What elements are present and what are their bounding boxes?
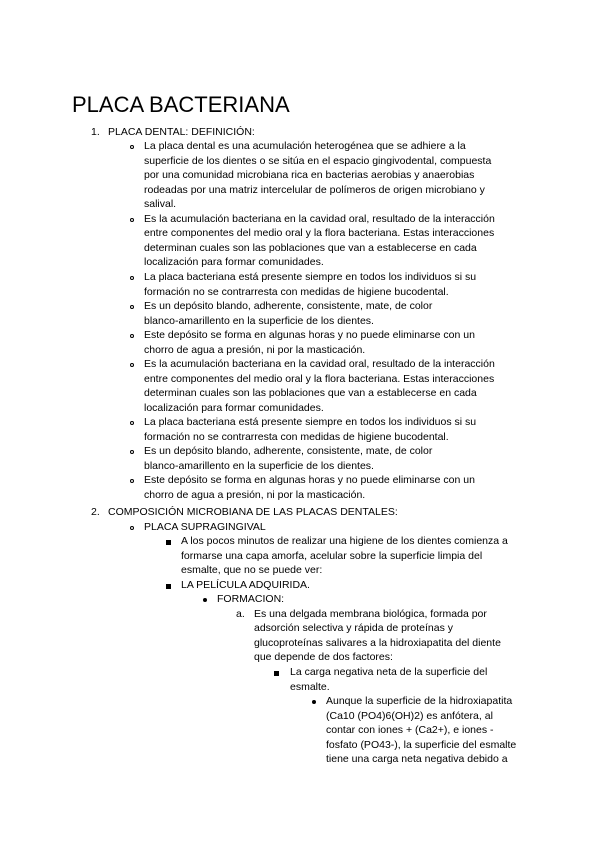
page-title: PLACA BACTERIANA <box>72 92 290 117</box>
bullet-circle-icon <box>130 218 134 222</box>
detail-line: fosfato (PO43-), la superficie del esmalte <box>326 739 517 751</box>
bullet-circle-icon <box>130 421 134 425</box>
bullet-1-line: por una comunidad microbiana rica en bacterias aerobias y anaerobias <box>144 169 475 181</box>
bullet-6-line: localización para formar comunidades. <box>144 402 324 414</box>
formacion-a-line: glucoproteínas salivares a la hidroxiapatita del diente <box>254 637 501 649</box>
bullet-1-line: La placa dental es una acumulación heterogénea que se adhiere a la <box>144 140 466 152</box>
supragingival-heading: PLACA SUPRAGINGIVAL <box>144 521 266 533</box>
bullet-circle-icon <box>130 305 134 309</box>
section-1-heading: PLACA DENTAL: DEFINICIÓN: <box>108 126 255 138</box>
bullet-circle-icon <box>130 526 134 530</box>
bullet-square-icon <box>274 671 279 676</box>
bullet-circle-icon <box>130 145 134 149</box>
bullet-square-icon <box>166 584 171 589</box>
bullet-3-line: formación no se contrarresta con medidas de higiene bucodental. <box>144 286 449 298</box>
supragingival-item-line: A los pocos minutos de realizar una higiene de los dientes comienza a <box>181 535 508 547</box>
bullet-1-line: salival. <box>144 198 177 210</box>
pelicula-heading: LA PELÍCULA ADQUIRIDA. <box>181 579 310 591</box>
bullet-6-line: determinan cuales son las poblaciones que van a establecerse en cada <box>144 387 477 399</box>
bullet-circle-icon <box>130 479 134 483</box>
formacion-heading: FORMACION: <box>217 593 285 605</box>
detail-line: Aunque la superficie de la hidroxiapatita <box>326 695 513 707</box>
bullet-8-line: Es un depósito blando, adherente, consistente, mate, de color <box>144 445 433 457</box>
bullet-2-line: Es la acumulación bacteriana en la cavidad oral, resultado de la interacción <box>144 213 495 225</box>
bullet-dot-icon <box>203 598 207 602</box>
bullet-9-line: Este depósito se forma en algunas horas y no puede eliminarse con un <box>144 474 475 486</box>
bullet-2-line: determinan cuales son las poblaciones que van a establecerse en cada <box>144 242 477 254</box>
bullet-8-line: blanco-amarillento en la superficie de los dientes. <box>144 460 374 472</box>
bullet-1-line: rodeadas por una matriz intercelular de polímeros de origen microbiano y <box>144 184 485 196</box>
section-2-heading: COMPOSICIÓN MICROBIANA DE LAS PLACAS DENTALES: <box>108 506 398 518</box>
detail-line: contar con iones + (Ca2+), e iones - <box>326 724 494 736</box>
formacion-a-line: adsorción selectiva y rápida de proteínas y <box>254 622 454 634</box>
bullet-circle-icon <box>130 450 134 454</box>
bullet-3-line: La placa bacteriana está presente siempre en todos los individuos si su <box>144 271 477 283</box>
bullet-7-line: La placa bacteriana está presente siempre en todos los individuos si su <box>144 416 477 428</box>
list-marker-a: a. <box>236 608 245 620</box>
detail-line: tiene una carga neta negativa debido a <box>326 753 508 765</box>
bullet-circle-icon <box>130 276 134 280</box>
formacion-a-line: Es una delgada membrana biológica, formada por <box>254 608 487 620</box>
bullet-6-line: Es la acumulación bacteriana en la cavidad oral, resultado de la interacción <box>144 358 495 370</box>
bullet-7-line: formación no se contrarresta con medidas de higiene bucodental. <box>144 431 449 443</box>
detail-line: (Ca10 (PO4)6(OH)2) es anfótera, al <box>326 710 493 722</box>
bullet-2-line: entre componentes del medio oral y la flora bacteriana. Estas interacciones <box>144 227 495 239</box>
bullet-5-line: chorro de agua a presión, ni por la masticación. <box>144 344 366 356</box>
formacion-a-line: que depende de dos factores: <box>254 651 393 663</box>
bullet-1-line: superficie de los dientes o se sitúa en el espacio gingivodental, compuesta <box>144 155 492 167</box>
section-2-number: 2. <box>91 506 100 518</box>
bullet-9-line: chorro de agua a presión, ni por la masticación. <box>144 489 366 501</box>
supragingival-item-line: formarse una capa amorfa, acelular sobre la superficie limpia del <box>181 550 483 562</box>
supragingival-item-line: esmalte, que no se puede ver: <box>181 564 323 576</box>
section-1-number: 1. <box>91 126 100 138</box>
bullet-6-line: entre componentes del medio oral y la flora bacteriana. Estas interacciones <box>144 373 495 385</box>
factor-line: esmalte. <box>290 681 330 693</box>
bullet-circle-icon <box>130 334 134 338</box>
bullet-square-icon <box>166 540 171 545</box>
factor-line: La carga negativa neta de la superficie del <box>290 666 488 678</box>
bullet-4-line: Es un depósito blando, adherente, consistente, mate, de color <box>144 300 433 312</box>
bullet-dot-icon <box>312 700 316 704</box>
bullet-2-line: localización para formar comunidades. <box>144 256 324 268</box>
bullet-circle-icon <box>130 363 134 367</box>
bullet-5-line: Este depósito se forma en algunas horas y no puede eliminarse con un <box>144 329 475 341</box>
bullet-4-line: blanco-amarillento en la superficie de los dientes. <box>144 315 374 327</box>
